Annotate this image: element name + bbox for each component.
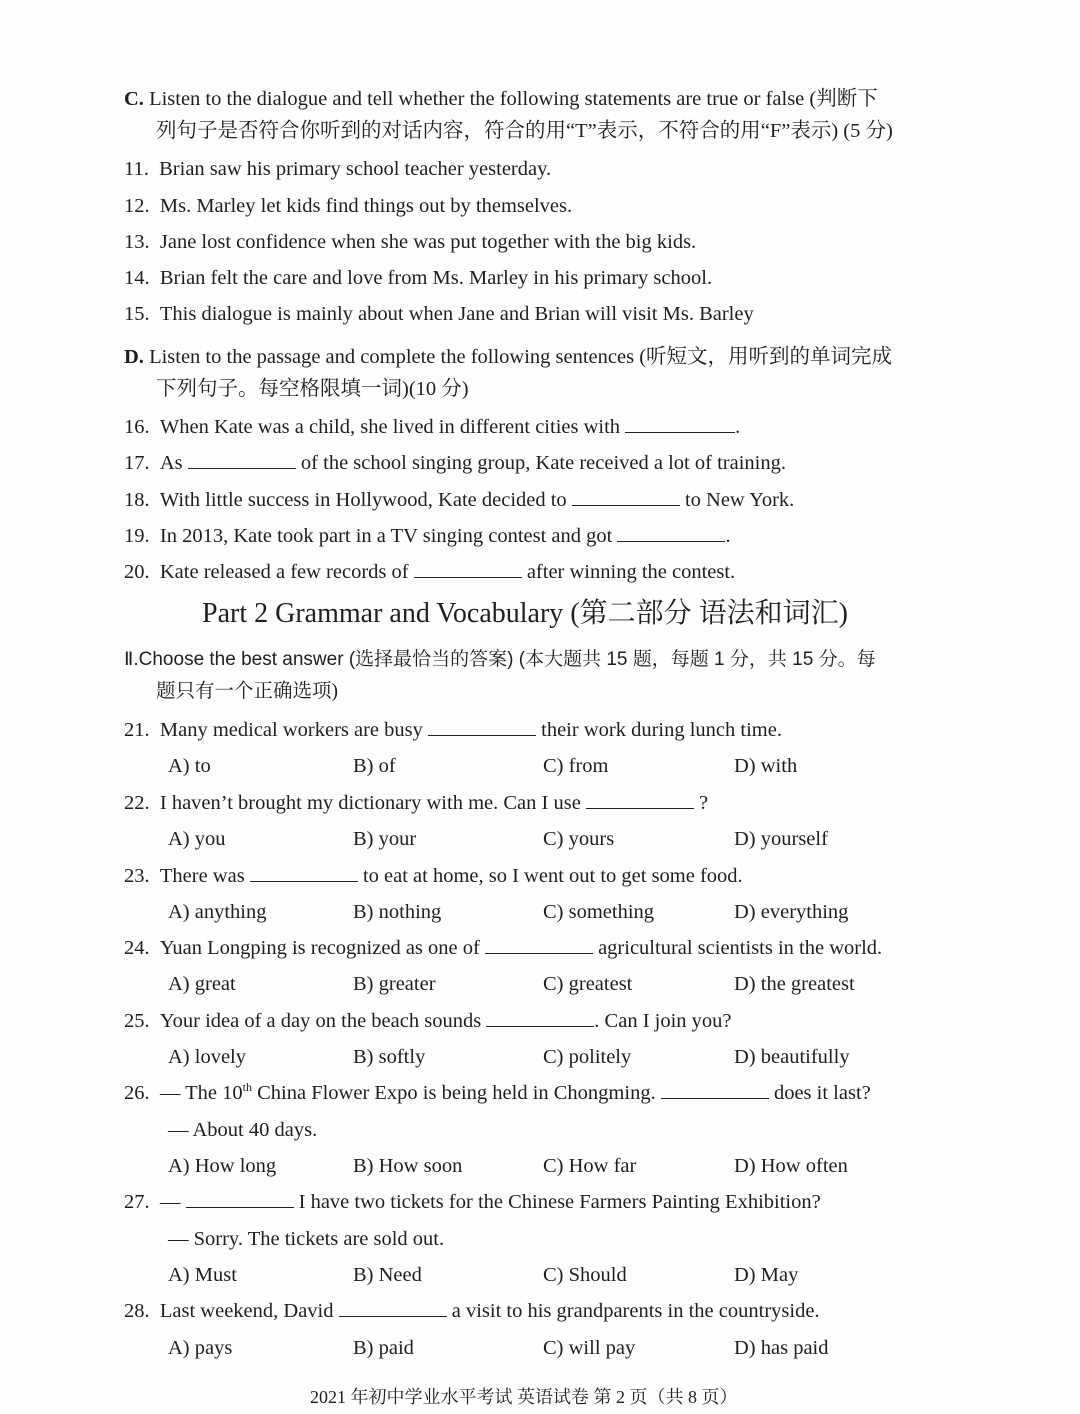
item-15: 15. This dialogue is mainly about when Jane and Brian will visit Ms. Barley <box>124 303 754 325</box>
question-23: 23. There was to eat at home, so I went out to get some food. <box>124 865 743 887</box>
option-b[interactable]: B) paid <box>353 1337 414 1359</box>
option-c[interactable]: C) something <box>543 901 655 923</box>
option-c[interactable]: C) greatest <box>543 973 633 995</box>
question-22: 22. I haven’t brought my dictionary with me. Can I use ? <box>124 792 709 814</box>
section-d-heading: D. Listen to the passage and complete the following sentences (听短文，用听到的单词完成 <box>124 346 893 368</box>
part2-instructions-cont: 题只有一个正确选项) <box>156 681 338 702</box>
option-c[interactable]: C) Should <box>543 1264 627 1286</box>
answer-blank[interactable] <box>486 1008 594 1027</box>
option-d[interactable]: D) yourself <box>734 828 828 850</box>
option-b[interactable]: B) softly <box>353 1046 426 1068</box>
option-b[interactable]: B) Need <box>353 1264 422 1286</box>
item-13: 13. Jane lost confidence when she was put together with the big kids. <box>124 231 697 253</box>
answer-blank[interactable] <box>485 935 593 954</box>
question-28: 28. Last weekend, David a visit to his grandparents in the countryside. <box>124 1300 820 1322</box>
answer-blank[interactable] <box>572 487 680 506</box>
question-27: 27. — I have two tickets for the Chinese Farmers Painting Exhibition? <box>124 1191 821 1213</box>
option-a[interactable]: A) you <box>168 828 226 850</box>
option-a[interactable]: A) lovely <box>168 1046 246 1068</box>
option-b[interactable]: B) of <box>353 755 396 777</box>
item-17: 17. As of the school singing group, Kate received a lot of training. <box>124 452 786 474</box>
option-a[interactable]: A) How long <box>168 1155 277 1177</box>
question-26: 26. — The 10th China Flower Expo is being held in Chongming. does it last? <box>124 1080 871 1104</box>
page-footer: 2021 年初中学业水平考试 英语试卷 第 2 页（共 8 页） <box>310 1387 738 1407</box>
option-b[interactable]: B) greater <box>353 973 436 995</box>
option-d[interactable]: D) has paid <box>734 1337 829 1359</box>
option-c[interactable]: C) will pay <box>543 1337 636 1359</box>
question-24: 24. Yuan Longping is recognized as one of agricultural scientists in the world. <box>124 937 883 959</box>
answer-blank[interactable] <box>586 790 694 809</box>
option-d[interactable]: D) How often <box>734 1155 848 1177</box>
item-16: 16. When Kate was a child, she lived in different cities with . <box>124 416 741 438</box>
section-c-heading-cont: 列句子是否符合你听到的对话内容，符合的用“T”表示，不符合的用“F”表示) (5 分) <box>156 120 893 142</box>
option-a[interactable]: A) anything <box>168 901 267 923</box>
option-c[interactable]: C) yours <box>543 828 615 850</box>
option-d[interactable]: D) with <box>734 755 798 777</box>
option-d[interactable]: D) beautifully <box>734 1046 850 1068</box>
item-18: 18. With little success in Hollywood, Kate decided to to New York. <box>124 489 795 511</box>
option-a[interactable]: A) Must <box>168 1264 237 1286</box>
section-c-heading: C. Listen to the dialogue and tell whether the following statements are true or false (判断下 <box>124 88 878 110</box>
item-20: 20. Kate released a few records of after winning the contest. <box>124 561 736 583</box>
part2-title: Part 2 Grammar and Vocabulary (第二部分 语法和词汇) <box>202 598 848 629</box>
item-14: 14. Brian felt the care and love from Ms. Marley in his primary school. <box>124 267 713 289</box>
option-a[interactable]: A) great <box>168 973 236 995</box>
option-b[interactable]: B) nothing <box>353 901 442 923</box>
answer-blank[interactable] <box>186 1189 294 1208</box>
reply-line: — About 40 days. <box>168 1119 318 1141</box>
option-c[interactable]: C) politely <box>543 1046 632 1068</box>
part2-instructions: Ⅱ.Choose the best answer (选择最恰当的答案) (本大题共 15 题，每题 1 分，共 15 分。每 <box>124 649 876 670</box>
answer-blank[interactable] <box>188 450 296 469</box>
option-c[interactable]: C) from <box>543 755 609 777</box>
option-d[interactable]: D) the greatest <box>734 973 855 995</box>
option-b[interactable]: B) How soon <box>353 1155 463 1177</box>
question-21: 21. Many medical workers are busy their work during lunch time. <box>124 719 782 741</box>
reply-line: — Sorry. The tickets are sold out. <box>168 1228 445 1250</box>
question-25: 25. Your idea of a day on the beach sounds . Can I join you? <box>124 1010 732 1032</box>
answer-blank[interactable] <box>414 559 522 578</box>
option-a[interactable]: A) to <box>168 755 211 777</box>
answer-blank[interactable] <box>661 1080 769 1099</box>
option-b[interactable]: B) your <box>353 828 417 850</box>
answer-blank[interactable] <box>625 414 735 433</box>
section-d-heading-cont: 下列句子。每空格限填一词)(10 分) <box>156 378 469 400</box>
option-d[interactable]: D) everything <box>734 901 849 923</box>
answer-blank[interactable] <box>428 717 536 736</box>
item-11: 11. Brian saw his primary school teacher yesterday. <box>124 158 552 180</box>
option-a[interactable]: A) pays <box>168 1337 233 1359</box>
answer-blank[interactable] <box>617 523 725 542</box>
answer-blank[interactable] <box>339 1298 447 1317</box>
item-19: 19. In 2013, Kate took part in a TV singing contest and got . <box>124 525 731 547</box>
item-12: 12. Ms. Marley let kids find things out by themselves. <box>124 195 573 217</box>
option-c[interactable]: C) How far <box>543 1155 637 1177</box>
option-d[interactable]: D) May <box>734 1264 799 1286</box>
answer-blank[interactable] <box>250 863 358 882</box>
